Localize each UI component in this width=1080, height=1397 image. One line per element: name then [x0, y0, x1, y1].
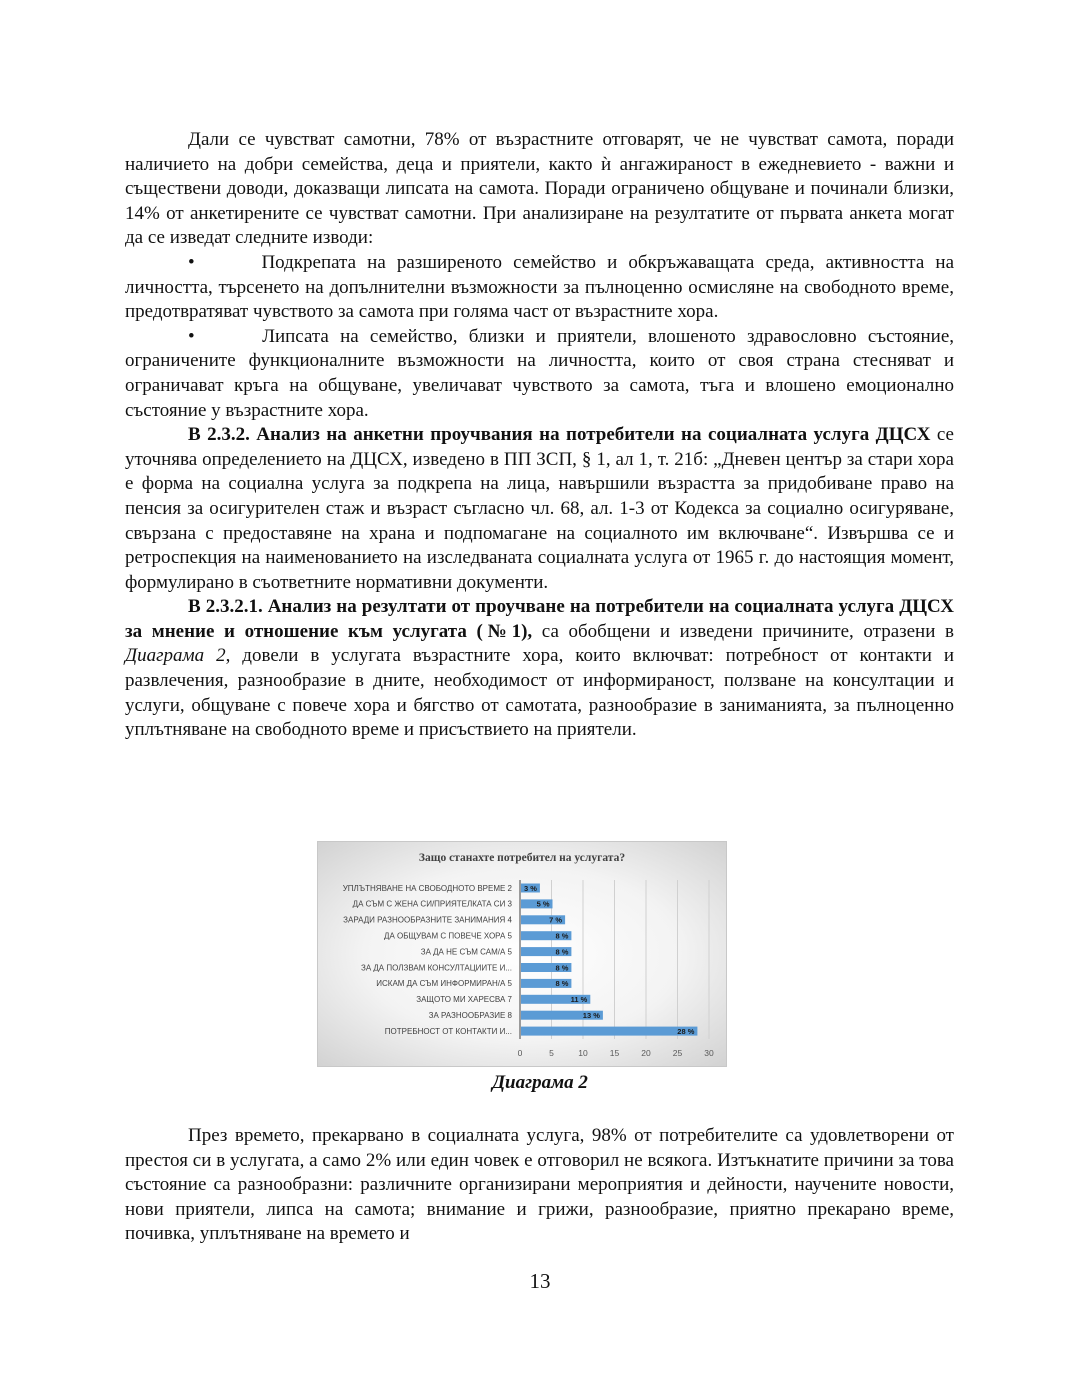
section-232-text: се уточнява определението на ДЦСХ, изведено в ПП ЗСП, § 1, ал 1, т. 21б: „Дневен център за стари хора е форма на социална услуга за подкрепа на лица, навършили възрастта за придобиване право на пенсия за осигурителен стаж и възраст съгласно чл. 68, ал. 1-3 от Кодекса за социално осигуряване, свързана с предоставяне на храна и подпомагане на социалното им включване“. Извършва се и ретроспекция на наименованието на изследваната социалната услуга от 1965 г. до настоящия момент, формулирано в съответните нормативни документи. [125, 424, 954, 593]
paragraph-section-2321 [125, 595, 954, 743]
category-label: ЗА ДА НЕ СЪМ САМ/А 5 [420, 947, 512, 957]
category-label: ДА ОБЩУВАМ С ПОВЕЧЕ ХОРА 5 [384, 931, 512, 941]
bullet-text: Подкрепата на разширеното семейство и обкръжаващата среда, активността на личността, търсенето на допълнителни възможности за пълноценно осмисляне на свободното време, предотвратяват чувството за самота при голяма част от възрастните хора. [125, 251, 955, 323]
x-tick-label: 30 [704, 1048, 714, 1058]
category-label: ЗА РАЗНООБРАЗИЕ 8 [428, 1011, 512, 1020]
bar-value-label: 8 % [555, 931, 569, 941]
bar-value-label: 8 % [555, 963, 569, 973]
x-tick-label: 15 [609, 1048, 620, 1058]
section-2321-text-before: са обобщени и изведени причините, отразени в [532, 620, 954, 642]
category-label: ЗАРАДИ РАЗНООБРАЗНИТЕ ЗАНИМАНИЯ 4 [343, 915, 512, 925]
bullet-item [125, 325, 954, 423]
category-label: УПЛЪТНЯВАНЕ НА СВОБОДНОТО ВРЕМЕ 2 [342, 883, 512, 893]
bar [521, 1027, 697, 1036]
x-tick-label: 0 [517, 1048, 523, 1058]
category-label: ЗА ДА ПОЛЗВАМ КОНСУЛТАЦИИТЕ И... [360, 963, 512, 973]
section-2321-heading: В 2.3.2.1. Анализ на резултати от проучване на потребители на социалната услуга ДЦСХ за мнение и отношение към услугата (№1), [125, 596, 954, 642]
figure-caption: Диаграма 2 [492, 1072, 588, 1093]
category-label: ПОТРЕБНОСТ ОТ КОНТАКТИ И... [384, 1026, 512, 1036]
paragraph-section-232 [125, 423, 954, 595]
page-number: 13 [529, 1269, 551, 1293]
bar-value-label: 28 % [677, 1026, 695, 1036]
bar-chart-svg [318, 842, 726, 1066]
x-tick-label: 5 [549, 1048, 554, 1058]
upper-text [125, 128, 954, 743]
bullet-mark: • [188, 325, 195, 347]
x-tick-label: 20 [641, 1048, 651, 1058]
bullet-text: Липсата на семейство, близки и приятели, влошеното здравословно състояние, ограничените функционалните възможности на личността, които от своя страна стесняват и ограничават кръга на общуване, увеличават чувството за самота, тъга и влошено емоционално състояние у възрастните хора. [125, 325, 955, 421]
category-label: ДА СЪМ С ЖЕНА СИ/ПРИЯТЕЛКАТА СИ 3 [352, 899, 512, 909]
x-tick-label: 10 [578, 1048, 588, 1058]
category-label: ИСКАМ ДА СЪМ ИНФОРМИРАН/А 5 [376, 979, 512, 989]
paragraph-satisfaction: През времето, прекарвано в социалната услуга, 98% от потребителите са удовлетворени от престоя си в услугата, а само 2% или един човек е отговорил не всякога. Изтъкнатите причини за това състояние са разнообразни: различните организирани мероприятия и дейности, научените новости, нови приятели, липса на самота; внимание и грижи, разнообразие, приятно прекарано време, почивка, уплътняване на времето и [125, 1125, 954, 1245]
bar-value-label: 11 % [570, 995, 588, 1005]
chart-category-labels [343, 884, 513, 1036]
bar-value-label: 13 % [582, 1011, 600, 1020]
paragraph-loneliness: Дали се чувстват самотни, 78% от възрастните отговарят, че не чувстват самота, поради наличието на добри семейства, деца и приятели, както ѝ ангажираност в ежедневието - важни и съществени доводи, доказващи липсата на самота. Поради ограничено общуване и починали близки, 14% от анкетирените се чувстват самотни. При анализиране на резултатите от първата анкета могат да се изведат следните изводи: [125, 129, 954, 249]
chart-bars [521, 884, 697, 1036]
chart-title: Защо станахте потребител на услугата? [418, 852, 626, 864]
bar-value-label: 3 % [523, 883, 537, 893]
diagram-reference: Диаграма 2 [125, 645, 226, 667]
bar-chart [317, 841, 727, 1067]
bar-value-label: 7 % [549, 915, 563, 925]
bar-value-label: 8 % [555, 979, 569, 989]
bullet-item [125, 251, 954, 325]
lower-text [125, 1124, 954, 1247]
bar-value-label: 8 % [555, 947, 569, 957]
section-2321-text-after: , довели в услугата възрастните хора, които включват: потребност от контакти и развлечения, разнообразие в дните, необходимост от информираност, ползване на консултации и услуги, общуване с повече хора и бягство от самотата, разнообразие в заниманията, за пълноценно уплътняване на свободното време и присъствието на приятели. [125, 645, 954, 741]
chart-axis-ticks [518, 1048, 714, 1058]
x-tick-label: 25 [672, 1048, 683, 1058]
section-232-heading: В 2.3.2. Анализ на анкетни проучвания на потребители на социалната услуга ДЦСХ [188, 424, 931, 446]
category-label: ЗАЩОТО МИ ХАРЕСВА 7 [416, 995, 512, 1005]
bar-value-label: 5 % [536, 899, 550, 909]
bullet-mark: • [188, 251, 195, 273]
